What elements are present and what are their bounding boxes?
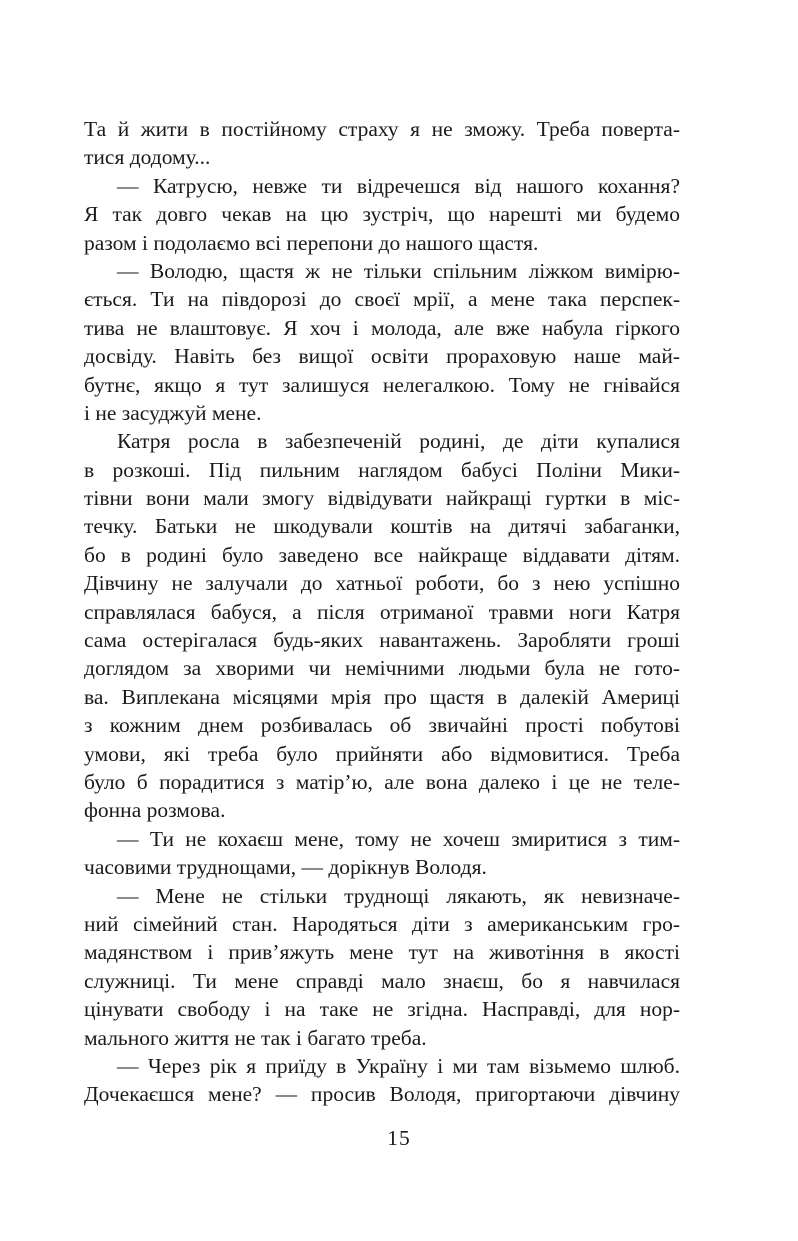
text-line: і не засуджуй мене. [84,400,262,425]
text-line: з кожним днем розбивалась об звичайні прості побутові [84,713,680,738]
page-number: 15 [387,1126,411,1150]
text-line: разом і подолаємо всі перепони до нашого щастя. [84,230,539,255]
body-text [84,115,680,1109]
text-line: — Володю, щастя ж не тільки спільним ліжком вимірю- [117,258,680,283]
text-line: бутнє, якщо я тут залишуся нелегалкою. Тому не гнівайся [84,372,680,397]
text-line: ний сімейний стан. Народяться діти з американським гро- [84,911,680,936]
text-line: Катря росла в забезпеченій родині, де діти купалися [117,429,680,454]
text-line: фонна розмова. [84,798,226,823]
text-line: цінувати свободу і на таке не згідна. Насправді, для нор- [84,997,680,1022]
text-line: Дочекаєшся мене? — просив Володя, пригортаючи дівчину [84,1082,680,1107]
text-line: — Мене не стільки труднощі лякають, як невизначе- [117,883,680,908]
text-line: — Катрусю, невже ти відречешся від нашого кохання? [117,173,680,198]
text-line: справлялася бабуся, а після отриманої травми ноги Катря [84,599,680,624]
text-line: Дівчину не залучали до хатньої роботи, бо з нею успішно [84,571,680,596]
text-line: ється. Ти на півдорозі до своєї мрії, а мене така перспек- [84,287,680,312]
text-line: в розкоші. Під пильним наглядом бабусі Поліни Мики- [84,457,680,482]
text-line: ва. Виплекана місяцями мрія про щастя в далекій Америці [84,684,680,709]
text-line: тива не влаштовує. Я хоч і молода, але вже набула гіркого [84,315,680,340]
text-line: бо в родині було заведено все найкраще віддавати дітям. [84,542,680,567]
text-line: часовими труднощами, — дорікнув Володя. [84,855,487,880]
text-line: досвіду. Навіть без вищої освіти прораховую наше май- [84,344,680,369]
text-line: мального життя не так і багато треба. [84,1025,427,1050]
text-line: мадянством і прив’яжуть мене тут на животіння в якості [84,940,680,965]
text-line: служниці. Ти мене справді мало знаєш, бо я навчилася [84,968,680,993]
text-line: тівни вони мали змогу відвідувати найкращі гуртки в міс- [84,486,680,511]
text-line: тися додому... [84,145,211,170]
text-line: було б порадитися з матір’ю, але вона далеко і це не теле- [84,769,680,794]
text-line: течку. Батьки не шкодували коштів на дитячі забаганки, [84,514,680,539]
text-line: доглядом за хворими чи немічними людьми була не гото- [84,656,680,681]
text-line: сама остерігалася будь-яких навантажень. Заробляти гроші [84,628,680,653]
text-line: Я так довго чекав на цю зустріч, що нарешті ми будемо [84,202,680,227]
text-line: Та й жити в постійному страху я не зможу. Треба поверта- [84,117,680,141]
text-line: — Ти не кохаєш мене, тому не хочеш змиритися з тим- [117,826,680,851]
text-line: умови, які треба було прийняти або відмовитися. Треба [84,741,680,766]
text-line: — Через рік я приїду в Україну і ми там візьмемо шлюб. [117,1053,680,1078]
